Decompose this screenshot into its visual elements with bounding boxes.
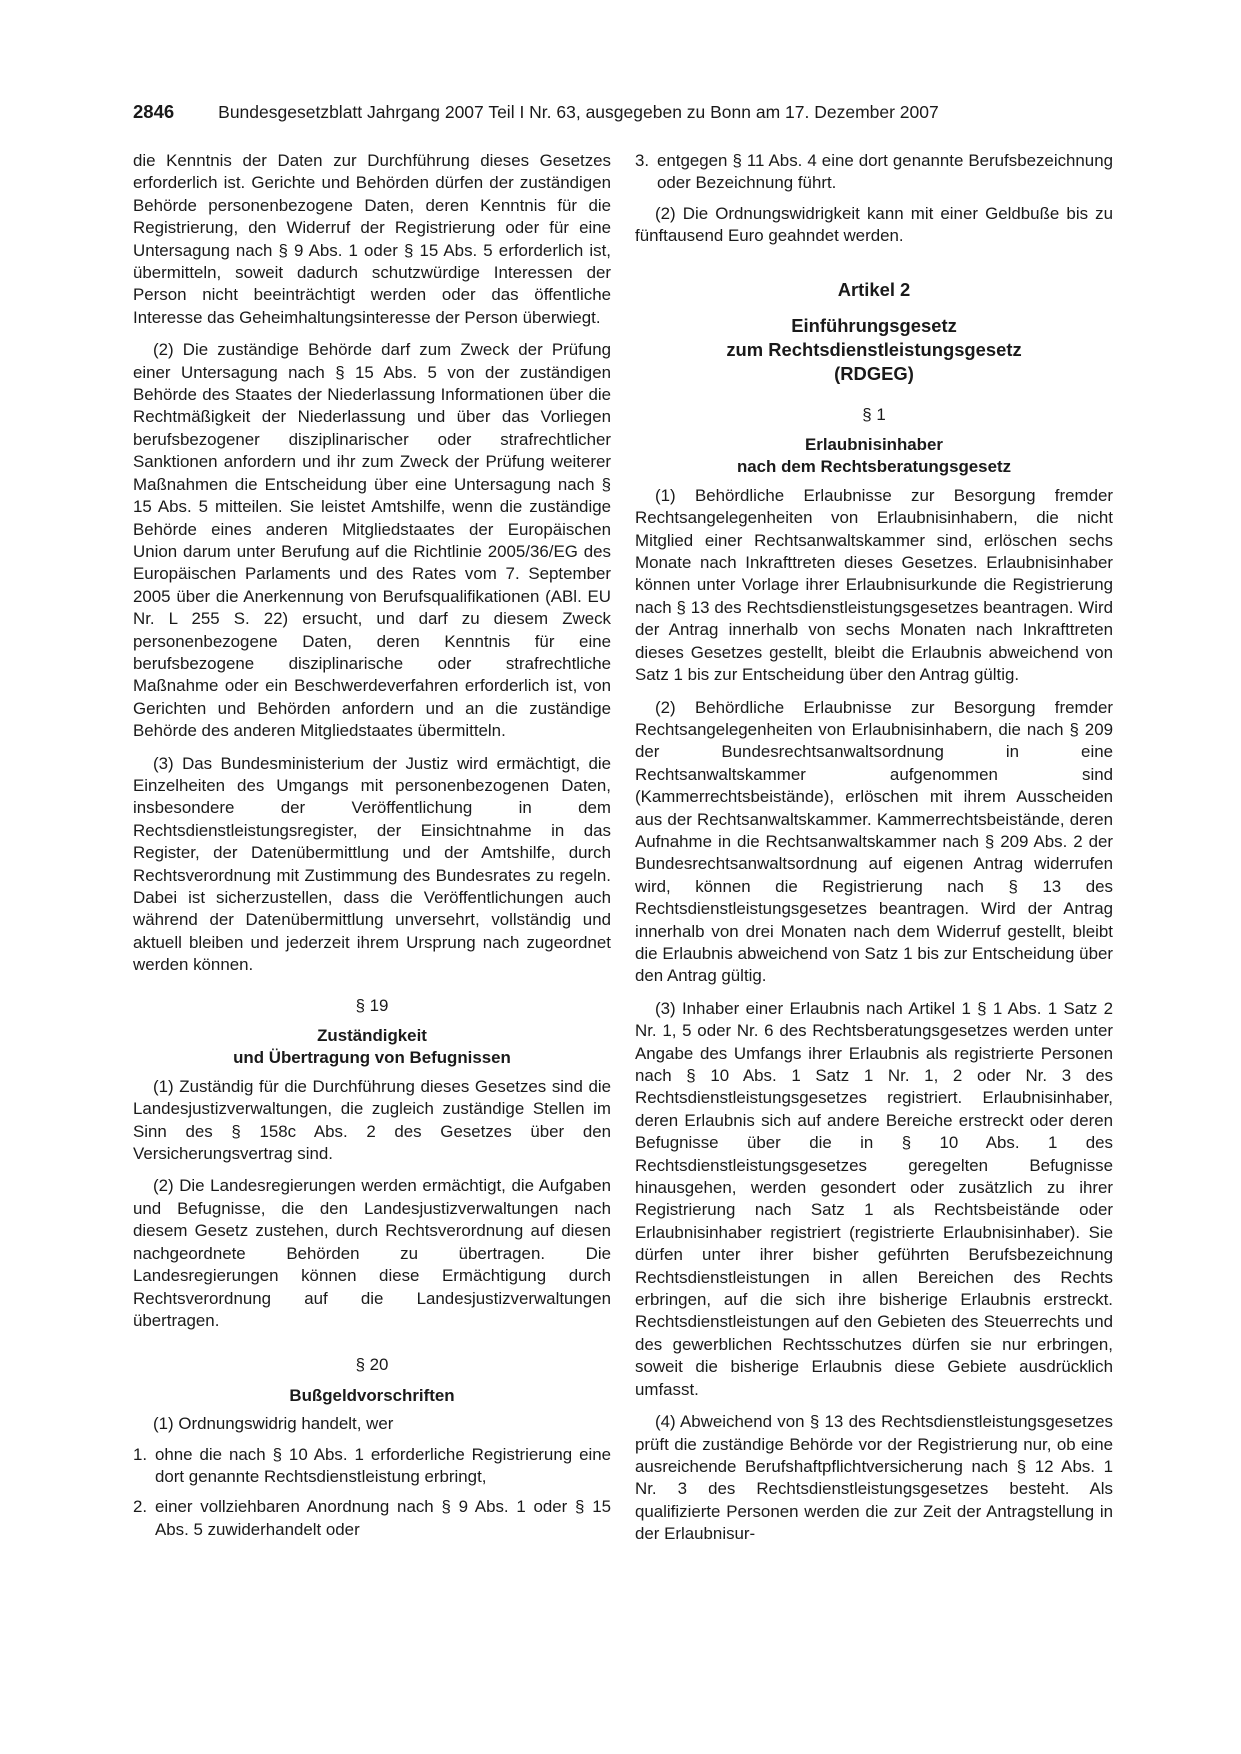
- section-1-title-line-1: Erlaubnisinhaber: [805, 435, 943, 455]
- page-number: 2846: [133, 101, 175, 122]
- running-title: Bundesgesetzblatt Jahrgang 2007 Teil I Nr. 63, ausgegeben zu Bonn am 17. Dezember 2007: [218, 102, 939, 122]
- list-item-number: 3.: [635, 151, 650, 170]
- left-column: [133, 150, 611, 1549]
- list-item-number: 1.: [133, 1444, 148, 1464]
- right-column: [635, 150, 1113, 1556]
- section-20-lead: (1) Ordnungswidrig handelt, wer: [153, 1414, 394, 1434]
- section-1-paragraph-1: (1) Behördliche Erlaubnisse zur Besorgung fremder Rechtsangelegenheiten von Erlaubnisinhabern, die nicht Mitglied einer Rechtsanwaltskammer sind, erlöschen sechs Monate nach Inkrafttreten dieses Gesetzes. Erlaubnisinhaber können unter Vorlage ihrer Erlaubnisurkunde die Registrierung nach § 13 des Rechtsdienstleistungsgesetzes beantragen. Wird der Antrag innerhalb von sechs Monaten nach Inkrafttreten dieses Gesetzes gestellt, bleibt die Erlaubnis abweichend von Satz 1 bis zur Entscheidung über den Antrag gültig.: [635, 485, 1113, 685]
- list-item-text: ohne die nach § 10 Abs. 1 erforderliche Registrierung eine dort genannte Rechtsdienstleistung erbringt,: [155, 1444, 611, 1486]
- article-heading: Artikel 2: [837, 278, 911, 300]
- section-19-title-line-2: und Übertragung von Befugnissen: [233, 1048, 511, 1068]
- article-title-line-3: (RDGEG): [834, 362, 914, 384]
- section-19-paragraph-1: (1) Zuständig für die Durchführung dieses Gesetzes sind die Landesjustizverwaltungen, die zugleich zuständige Stellen im Sinn des § 158c Abs. 2 des Gesetzes über den Versicherungsvertrag sind.: [133, 1076, 611, 1164]
- section-20-paragraph-2: (2) Die Ordnungswidrigkeit kann mit einer Geldbuße bis zu fünftausend Euro geahndet werden.: [635, 203, 1113, 246]
- paragraph-continued: die Kenntnis der Daten zur Durchführung dieses Gesetzes erforderlich ist. Gerichte und Behörden dürfen der zuständigen Behörde personenbezogene Daten, deren Kenntnis für die Registrierung, den Widerruf der Registrierung oder für eine Untersagung nach § 9 Abs. 1 oder § 15 Abs. 5 erforderlich ist, übermitteln, soweit dadurch schutzwürdige Interessen der Person nicht beeinträchtigt werden oder das öffentliche Interesse das Geheimhaltungsinteresse der Person überwiegt.: [133, 151, 611, 327]
- paragraph-3: (3) Das Bundesministerium der Justiz wird ermächtigt, die Einzelheiten des Umgangs mit personenbezogenen Daten, insbesondere der Veröffentlichung in dem Rechtsdienstleistungsregister, der Einsichtnahme in das Register, der Datenübermittlung und der Amtshilfe, durch Rechtsverordnung mit Zustimmung des Bundesrates zu regeln. Dabei ist sicherzustellen, dass die Veröffentlichungen auch während der Datenübermittlung unversehrt, vollständig und aktuell bleiben und jederzeit ihrem Ursprung nach zugeordnet werden können.: [133, 753, 611, 975]
- list-item-number: 2.: [133, 1497, 148, 1517]
- article-title-line-2: zum Rechtsdienstleistungsgesetz: [726, 338, 1022, 360]
- list-item: [133, 1444, 611, 1489]
- list-item: [635, 150, 1113, 195]
- article-title: [635, 314, 1113, 386]
- article-title-line-1: Einführungsgesetz: [791, 314, 957, 336]
- section-1-heading: § 1: [862, 404, 886, 424]
- list-item-text: entgegen § 11 Abs. 4 eine dort genannte Berufsbezeichnung oder Bezeichnung führt.: [657, 151, 1113, 193]
- section-1-paragraph-4: (4) Abweichend von § 13 des Rechtsdienstleistungsgesetzes prüft die zuständige Behörde vor der Registrierung nur, ob eine ausreichende Berufshaftpflichtversicherung nach § 12 Abs. 1 Nr. 3 des Rechtsdienstleistungsgesetzes besteht. Als qualifizierte Personen werden die zur Zeit der Antragstellung in der Erlaubnisur-: [635, 1412, 1113, 1544]
- section-1-title: [635, 434, 1113, 479]
- list-item: [133, 1496, 611, 1541]
- section-19-paragraph-2: (2) Die Landesregierungen werden ermächtigt, die Aufgaben und Befugnisse, die den Landesjustizverwaltungen nach diesem Gesetz zustehen, durch Rechtsverordnung auf diesen nachgeordnete Behörden zu übertragen. Die Landesregierungen können diese Ermächtigung durch Rechtsverordnung auf die Landesjustizverwaltungen übertragen.: [133, 1176, 611, 1330]
- paragraph-2: (2) Die zuständige Behörde darf zum Zweck der Prüfung einer Untersagung nach § 15 Abs. 5 von der zuständigen Behörde des Staates der Niederlassung Informationen über die Rechtmäßigkeit der Niederlassung und über das Vorliegen berufsbezogener disziplinarischer oder strafrechtlicher Sanktionen anfordern und ihr zum Zweck der Prüfung weiterer Maßnahmen die Entscheidung über eine Untersagung nach § 15 Abs. 5 mitteilen. Sie leistet Amtshilfe, wenn die zuständige Behörde eines anderen Mitgliedstaates der Europäischen Union darum unter Berufung auf die Richtlinie 2005/36/EG des Europäischen Parlaments und des Rates vom 7. September 2005 über die Anerkennung von Berufsqualifikationen (ABl. EU Nr. L 255 S. 22) ersucht, und darf zu diesem Zweck personenbezogene Daten, deren Kenntnis für eine berufsbezogene disziplinarische oder strafrechtliche Maßnahme oder ein Beschwerdeverfahren erforderlich ist, von Gerichten und Behörden anfordern und an die zuständige Behörde des anderen Mitgliedstaates übermitteln.: [133, 340, 611, 741]
- section-1-paragraph-2: (2) Behördliche Erlaubnisse zur Besorgung fremder Rechtsangelegenheiten von Erlaubnisinhabern, die nach § 209 der Bundesrechtsanwaltsordnung in eine Rechtsanwaltskammer aufgenommen sind (Kammerrechtsbeistände), erlöschen mit ihrem Ausscheiden aus der Rechtsanwaltskammer. Kammerrechtsbeistände, deren Aufnahme in die Rechtsanwaltskammer nach § 209 Abs. 2 der Bundesrechtsanwaltsordnung auf eigenen Antrag widerrufen wird, können die Registrierung nach § 13 des Rechtsdienstleistungsgesetzes beantragen. Wird der Antrag innerhalb von drei Monaten nach dem Widerruf gestellt, bleibt die Erlaubnis abweichend von Satz 1 bis zur Entscheidung über den Antrag gültig.: [635, 697, 1113, 986]
- section-19-heading: § 19: [355, 995, 389, 1015]
- section-19-title: [133, 1025, 611, 1070]
- section-1-paragraph-3: (3) Inhaber einer Erlaubnis nach Artikel 1 § 1 Abs. 1 Satz 2 Nr. 1, 5 oder Nr. 6 des Rechtsberatungsgesetzes werden unter Angabe des Umfangs ihrer Erlaubnis als registrierte Personen nach § 10 Abs. 1 Satz 1 Nr. 1, 2 oder Nr. 3 des Rechtsdienstleistungsgesetzes registriert. Erlaubnisinhaber, deren Erlaubnis sich auf andere Bereiche erstreckt oder deren Befugnisse über die in § 10 Abs. 1 des Rechtsdienstleistungsgesetzes geregelten Befugnisse hinausgehen, werden gesondert oder zusätzlich zu ihrer Registrierung nach Satz 1 als Rechtsbeistände oder Erlaubnisinhaber registriert (registrierte Erlaubnisinhaber). Sie dürfen unter ihrer bisher geführten Berufsbezeichnung Rechtsdienstleistungen in allen Bereichen des Rechts erbringen, auf die sich ihre bisherige Erlaubnis erstreckt. Rechtsdienstleistungen auf den Gebieten des Steuerrechts und des gewerblichen Rechtsschutzes dürfen sie nur erbringen, soweit die bisherige Erlaubnis diese Gebiete ausdrücklich umfasst.: [635, 998, 1113, 1399]
- section-20-heading: § 20: [355, 1355, 389, 1375]
- list-item-text: einer vollziehbaren Anordnung nach § 9 Abs. 1 oder § 15 Abs. 5 zuwiderhandelt oder: [155, 1497, 611, 1539]
- running-header: [133, 100, 1113, 124]
- section-19-title-line-1: Zuständigkeit: [317, 1026, 427, 1046]
- section-1-title-line-2: nach dem Rechtsberatungsgesetz: [736, 457, 1012, 477]
- section-20-title: Bußgeldvorschriften: [289, 1385, 455, 1405]
